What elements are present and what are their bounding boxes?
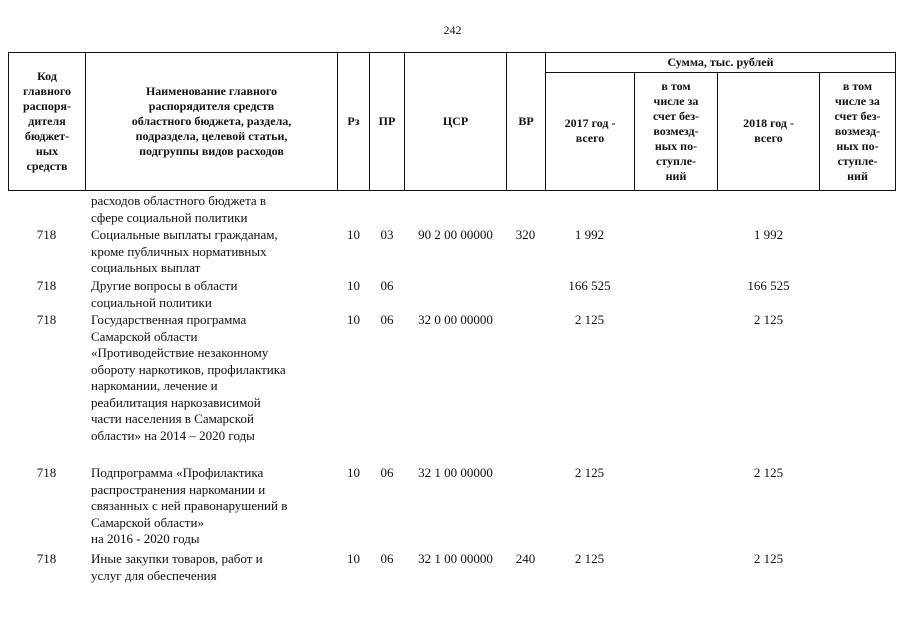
cell-2017-total: 2 125 xyxy=(574,312,605,327)
header-2017-total xyxy=(546,72,635,190)
header-line: главного xyxy=(22,84,72,98)
cell-name-line: реабилитация наркозависимой xyxy=(91,394,261,410)
header-line: подраздела, целевой статьи, xyxy=(135,129,288,143)
header-line: в том xyxy=(842,78,873,93)
cell-name-line: области» на 2014 – 2020 годы xyxy=(91,427,255,443)
header-rz: Рз xyxy=(338,53,370,190)
cell-pr: 03 xyxy=(380,227,394,242)
table-header xyxy=(8,52,896,191)
header-line: Наименование главного xyxy=(145,84,278,98)
header-line: ных xyxy=(35,144,59,158)
cell-2017-total: 2 125 xyxy=(574,465,605,480)
cell-code: 718 xyxy=(36,312,57,327)
cell-name xyxy=(91,193,337,226)
header-line: областного бюджета, раздела, xyxy=(131,114,292,128)
header-vr: ВР xyxy=(507,53,546,190)
header-line: 2017 год - xyxy=(564,116,616,130)
cell-name-line: обороту наркотиков, профилактика xyxy=(91,361,286,377)
cell-rz: 10 xyxy=(347,465,360,480)
cell-name-line: на 2016 - 2020 годы xyxy=(91,531,200,546)
cell-name xyxy=(91,278,337,311)
header-line: 2018 год - xyxy=(743,116,794,130)
cell-csr: 90 2 00 00000 xyxy=(418,227,493,242)
header-line: ний xyxy=(847,168,868,183)
cell-csr: 32 0 00 00000 xyxy=(418,312,493,327)
header-2017-incl xyxy=(635,72,718,190)
header-line: всего xyxy=(575,131,605,145)
cell-2018-total: 2 125 xyxy=(753,465,784,480)
cell-code: 718 xyxy=(36,551,57,566)
cell-2017-total: 166 525 xyxy=(568,278,611,293)
cell-name-line: расходов областного бюджета в xyxy=(91,193,267,208)
cell-name-line: Самарской области xyxy=(91,328,198,344)
cell-name-line: связанных с ней правонарушений в xyxy=(91,498,288,513)
cell-name-line: социальных выплат xyxy=(91,260,201,275)
header-csr: ЦСР xyxy=(405,53,507,190)
cell-rz: 10 xyxy=(347,227,360,242)
cell-name-line: распространения наркомании и xyxy=(91,481,266,497)
header-2018-total xyxy=(718,72,820,190)
header-line: ных по- xyxy=(654,138,698,153)
header-line: счет без- xyxy=(652,108,700,123)
cell-pr: 06 xyxy=(380,551,394,566)
cell-csr: 32 1 00 00000 xyxy=(418,465,493,480)
header-line: Код xyxy=(37,69,57,83)
cell-name xyxy=(91,312,337,444)
cell-2018-total: 2 125 xyxy=(753,551,784,566)
header-line: дителя xyxy=(28,114,66,128)
cell-name-line: кроме публичных нормативных xyxy=(91,243,267,259)
header-line: возмезд- xyxy=(834,123,881,138)
cell-2018-total: 2 125 xyxy=(753,312,784,327)
cell-vr: 240 xyxy=(515,551,536,566)
cell-rz: 10 xyxy=(347,278,360,293)
cell-csr: 32 1 00 00000 xyxy=(418,551,493,566)
cell-name-line: сфере социальной политики xyxy=(91,209,248,225)
cell-2017-total: 1 992 xyxy=(574,227,605,242)
cell-name-line: наркомании, лечение и xyxy=(91,378,218,393)
header-line: возмезд- xyxy=(653,123,699,138)
cell-2017-total: 2 125 xyxy=(574,551,605,566)
cell-name-line: социальной политики xyxy=(91,294,212,310)
cell-rz: 10 xyxy=(347,312,360,327)
cell-name xyxy=(91,551,337,584)
cell-name xyxy=(91,227,337,277)
header-line: ступле- xyxy=(837,153,878,168)
cell-name-line: Подпрограмма «Профилактика xyxy=(91,465,264,480)
header-sum: Сумма, тыс. рублей xyxy=(546,53,895,73)
cell-name-line: Иные закупки товаров, работ и xyxy=(91,551,263,566)
header-name xyxy=(86,53,338,190)
cell-pr: 06 xyxy=(380,312,394,327)
cell-name-line: Социальные выплаты гражданам, xyxy=(91,227,278,242)
header-line: распорядителя средств xyxy=(148,99,275,113)
cell-rz: 10 xyxy=(347,551,360,566)
header-line: ступле- xyxy=(655,153,697,168)
cell-name-line: «Противодействие незаконному xyxy=(91,345,269,360)
header-line: ных по- xyxy=(836,138,879,153)
header-line: в том xyxy=(661,78,691,93)
header-line: бюджет- xyxy=(24,129,70,143)
header-line: счет без- xyxy=(834,108,881,123)
cell-name-line: Самарской области» xyxy=(91,514,204,530)
header-line: распоря- xyxy=(22,99,72,113)
header-line: подгруппы видов расходов xyxy=(139,144,284,158)
cell-name xyxy=(91,465,337,548)
cell-code: 718 xyxy=(36,465,57,480)
header-line: всего xyxy=(754,131,783,145)
header-line: ний xyxy=(665,168,687,183)
header-line: средств xyxy=(26,159,68,173)
cell-name-line: Другие вопросы в области xyxy=(91,278,238,293)
cell-pr: 06 xyxy=(380,465,394,480)
cell-2018-total: 166 525 xyxy=(747,278,790,293)
header-2018-incl xyxy=(820,72,895,190)
cell-name-line: части населения в Самарской xyxy=(91,411,254,426)
header-code xyxy=(9,53,86,190)
cell-pr: 06 xyxy=(380,278,394,293)
cell-2018-total: 1 992 xyxy=(753,227,784,242)
header-line: числе за xyxy=(835,93,880,108)
cell-name-line: Государственная программа xyxy=(91,312,247,327)
cell-name-line: услуг для обеспечения xyxy=(91,567,217,583)
cell-code: 718 xyxy=(36,227,57,242)
header-line: числе за xyxy=(653,93,699,108)
cell-code: 718 xyxy=(36,278,57,293)
cell-vr: 320 xyxy=(515,227,536,242)
page-number: 242 xyxy=(443,23,462,37)
header-pr: ПР xyxy=(370,53,405,190)
